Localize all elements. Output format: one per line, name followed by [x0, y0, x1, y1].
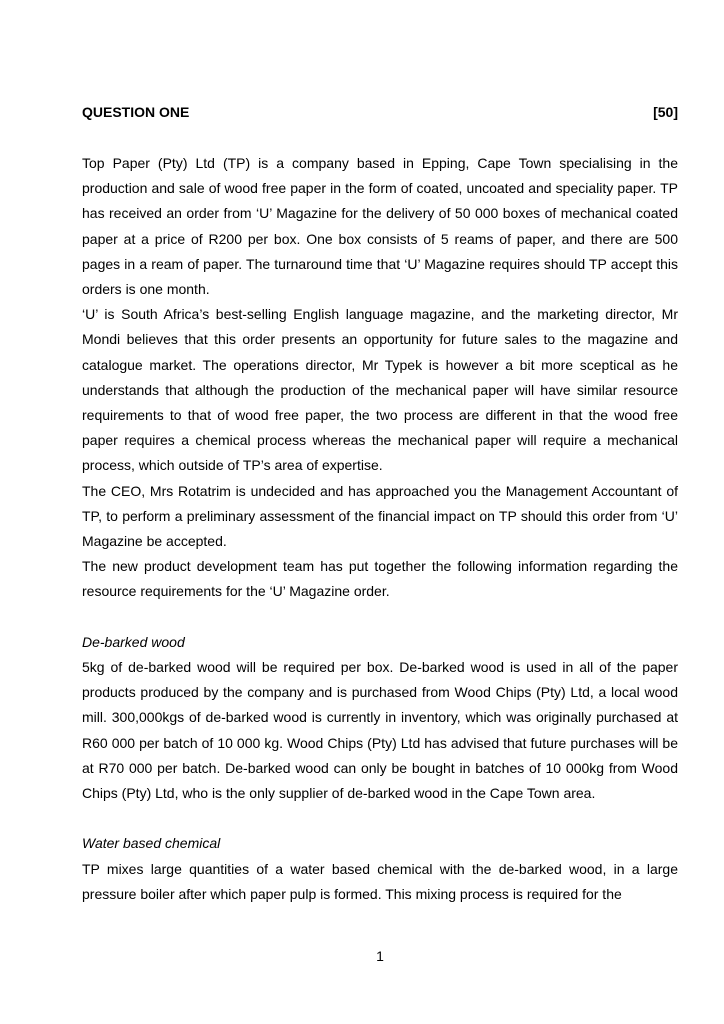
question-heading [82, 103, 678, 121]
section-text-water-chemical: TP mixes large quantities of a water based chemical with the de-barked wood, in a large pressure boiler after which paper pulp is formed. This mixing process is required for the [82, 860, 678, 902]
intro-paragraph-2: ‘U’ is South Africa’s best-selling English language magazine, and the marketing director, Mr Mondi believes that this order presents an opportunity for future sales to the magazine and catalogue market. The operations director, Mr Typek is however a bit more sceptical as he understands that although the production of the mechanical paper will have similar resource requirements to that of wood free paper, the two process are different in that the wood free paper requires a chemical process whereas the mechanical paper will require a mechanical process, which outside of TP’s area of expertise. [82, 306, 678, 474]
paragraph-spacer [82, 806, 678, 831]
section-heading-water-chemical: Water based chemical [82, 835, 221, 852]
document-page [82, 0, 678, 1024]
question-marks: [50] [653, 104, 678, 120]
intro-paragraph-1: Top Paper (Pty) Ltd (TP) is a company based in Epping, Cape Town specialising in the production and sale of wood free paper in the form of coated, uncoated and speciality paper. TP has received an order from ‘U’ Magazine for the delivery of 50 000 boxes of mechanical coated paper at a price of R200 per box. One box consists of 5 reams of paper, and there are 500 pages in a ream of paper. The turnaround time that ‘U’ Magazine requires should TP accept this orders is one month. [82, 155, 678, 298]
page-number: 1 [376, 948, 384, 964]
question-title: QUESTION ONE [82, 104, 190, 120]
question-body [82, 151, 678, 907]
intro-paragraph-4: The new product development team has put together the following information regarding the resource requirements for the ‘U’ Magazine order. [82, 558, 678, 600]
paragraph-spacer [82, 605, 678, 630]
section-text-debarked-wood: 5kg of de-barked wood will be required per box. De-barked wood is used in all of the paper products produced by the company and is purchased from Wood Chips (Pty) Ltd, a local wood mill. 300,000kgs of de-barked wood is currently in inventory, which was originally purchased at R60 000 per batch of 10 000 kg. Wood Chips (Pty) Ltd has advised that future purchases will be at R70 000 per batch. De-barked wood can only be bought in batches of 10 000kg from Wood Chips (Pty) Ltd, who is the only supplier of de-barked wood in the Cape Town area. [82, 659, 678, 802]
intro-paragraph-3: The CEO, Mrs Rotatrim is undecided and has approached you the Management Accountant of TP, to perform a preliminary assessment of the financial impact on TP should this order from ‘U’ Magazine be accepted. [82, 482, 678, 550]
section-heading-debarked-wood: De-barked wood [82, 633, 185, 650]
